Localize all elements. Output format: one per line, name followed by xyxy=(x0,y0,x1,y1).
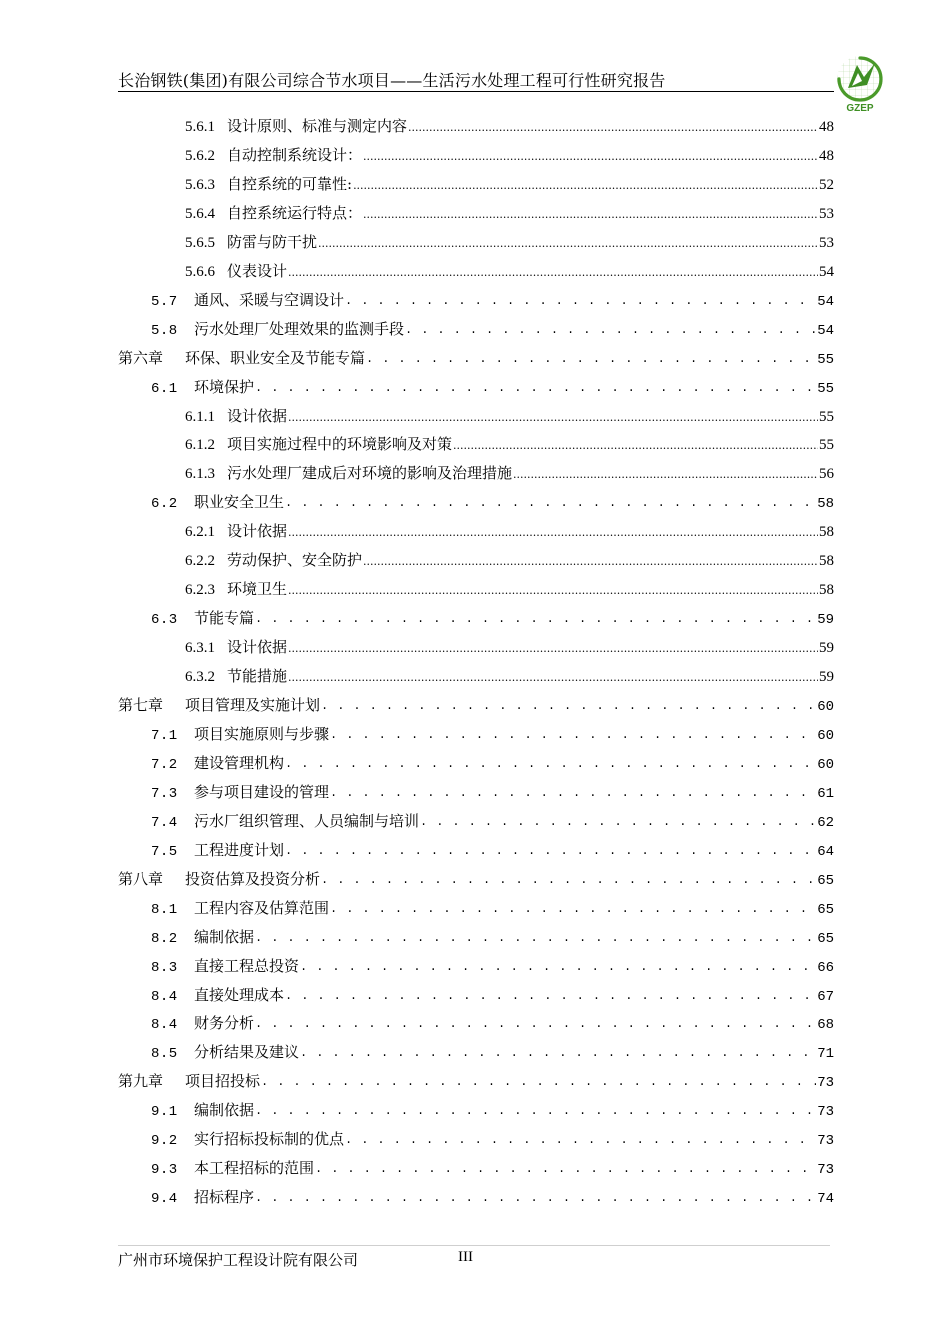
toc-dot-leader xyxy=(453,436,818,454)
toc-dot-leader xyxy=(288,581,818,599)
toc-entry[interactable] xyxy=(185,633,834,657)
toc-dot-leader xyxy=(353,176,818,194)
toc-entry-number: 5.6.4 xyxy=(185,205,215,222)
toc-entry-title: 劳动保护、安全防护 xyxy=(227,551,363,570)
toc-entry-title: 自控系统运行特点： xyxy=(227,203,363,222)
toc-entry-number: 8.3 xyxy=(151,959,178,976)
toc-entry-page: 56 xyxy=(819,466,834,483)
toc-entry[interactable] xyxy=(185,546,834,570)
toc-entry-page: 65 xyxy=(817,901,834,918)
toc-dot-leader xyxy=(363,552,818,570)
toc-entry-page: 54 xyxy=(819,263,834,280)
toc-entry[interactable] xyxy=(151,1038,834,1062)
toc-entry-number: 7.1 xyxy=(151,727,178,744)
toc-dot-leader xyxy=(321,871,816,889)
toc-entry-title: 参与项目建设的管理 xyxy=(194,782,330,801)
toc-entry-page: 48 xyxy=(819,119,834,135)
toc-entry-page: 67 xyxy=(817,988,834,1005)
toc-entry-number: 7.4 xyxy=(151,814,178,831)
toc-dot-leader xyxy=(363,147,818,165)
toc-entry-page: 58 xyxy=(817,496,834,513)
toc-entry[interactable] xyxy=(151,1183,834,1207)
toc-entry-title: 编制依据 xyxy=(194,927,255,946)
toc-dot-leader xyxy=(345,1131,816,1149)
toc-entry-page: 74 xyxy=(817,1191,834,1208)
toc-entry-title: 建设管理机构 xyxy=(194,753,285,772)
toc-entry-title: 通风、采暖与空调设计 xyxy=(194,290,345,309)
toc-entry-number: 第七章 xyxy=(118,696,164,714)
toc-entry[interactable] xyxy=(151,923,834,947)
toc-entry-page: 65 xyxy=(817,930,834,947)
toc-entry-title: 职业安全卫生 xyxy=(194,493,285,512)
toc-dot-leader xyxy=(288,668,818,686)
toc-entry-number: 8.4 xyxy=(151,1017,178,1034)
toc-dot-leader xyxy=(330,900,816,918)
toc-entry-number: 6.1.2 xyxy=(185,437,215,454)
toc-entry-page: 71 xyxy=(817,1046,834,1063)
toc-entry-title: 自控系统的可靠性: xyxy=(227,174,353,193)
gzep-logo xyxy=(831,53,889,115)
toc-entry-title: 设计依据 xyxy=(227,522,288,541)
toc-entry[interactable] xyxy=(185,459,834,483)
toc-entry-page: 61 xyxy=(817,785,834,802)
toc-entry-page: 73 xyxy=(817,1133,834,1150)
toc-entry[interactable] xyxy=(118,865,834,889)
toc-entry[interactable] xyxy=(151,894,834,918)
toc-entry-number: 6.1 xyxy=(151,380,178,397)
toc-entry-title: 设计原则、标准与测定内容 xyxy=(227,117,408,135)
document-title: 长治钢铁(集团)有限公司综合节水项目——生活污水处理工程可行性研究报告 xyxy=(118,71,666,90)
footer-divider xyxy=(118,1245,830,1246)
toc-dot-leader xyxy=(366,350,816,368)
toc-entry[interactable] xyxy=(151,807,834,831)
toc-entry-title: 项目招投标 xyxy=(185,1072,261,1091)
toc-entry-number: 6.1.3 xyxy=(185,466,215,483)
toc-entry-number: 9.2 xyxy=(151,1133,178,1150)
toc-entry-title: 防雷与防干扰 xyxy=(227,232,318,251)
toc-entry-number: 9.3 xyxy=(151,1162,178,1179)
logo-text: GZEP xyxy=(846,103,874,114)
toc-entry-title: 直接工程总投资 xyxy=(194,956,300,975)
toc-entry-number: 7.5 xyxy=(151,843,178,860)
toc-entry-page: 52 xyxy=(819,176,834,193)
toc-entry[interactable] xyxy=(151,604,834,628)
toc-entry-title: 污水处理厂建成后对环境的影响及治理措施 xyxy=(227,464,513,483)
toc-entry[interactable] xyxy=(151,315,834,339)
toc-dot-leader xyxy=(255,610,816,628)
toc-dot-leader xyxy=(255,1102,816,1120)
toc-entry-page: 73 xyxy=(817,1104,834,1121)
toc-entry-number: 6.3.1 xyxy=(185,640,215,657)
toc-entry-title: 设计依据 xyxy=(227,638,288,657)
toc-entry-title: 设计依据 xyxy=(227,406,288,425)
toc-entry-page: 73 xyxy=(817,1162,834,1179)
toc-entry-number: 7.3 xyxy=(151,785,178,802)
toc-entry-page: 66 xyxy=(817,959,834,976)
toc-dot-leader xyxy=(288,263,818,281)
toc-entry-number: 6.2.3 xyxy=(185,582,215,599)
toc-entry-title: 节能措施 xyxy=(227,667,288,686)
toc-entry[interactable] xyxy=(185,257,834,281)
toc-entry-title: 本工程招标的范围 xyxy=(194,1159,315,1178)
toc-entry-page: 48 xyxy=(819,147,834,164)
toc-entry-page: 62 xyxy=(817,814,834,831)
toc-dot-leader xyxy=(261,1073,816,1091)
toc-entry-title: 工程进度计划 xyxy=(194,840,285,859)
toc-entry[interactable] xyxy=(151,488,834,512)
toc-dot-leader xyxy=(330,784,816,802)
toc-entry[interactable] xyxy=(185,199,834,223)
toc-entry-number: 5.7 xyxy=(151,293,178,310)
toc-entry-page: 53 xyxy=(819,205,834,222)
toc-entry-number: 5.8 xyxy=(151,322,178,339)
toc-entry-page: 55 xyxy=(819,408,834,425)
toc-entry-number: 6.2.1 xyxy=(185,524,215,541)
toc-dot-leader xyxy=(300,1044,816,1062)
toc-entry[interactable] xyxy=(151,749,834,773)
toc-entry[interactable] xyxy=(151,286,834,310)
toc-entry-title: 项目管理及实施计划 xyxy=(185,696,321,714)
toc-entry-title: 招标程序 xyxy=(194,1188,255,1207)
toc-entry-number: 5.6.3 xyxy=(185,176,215,193)
toc-dot-leader xyxy=(420,813,816,831)
toc-entry-page: 59 xyxy=(819,640,834,657)
toc-dot-leader xyxy=(285,842,816,860)
toc-entry[interactable] xyxy=(151,1096,834,1120)
toc-entry[interactable] xyxy=(185,517,834,541)
toc-entry-number: 第八章 xyxy=(118,869,164,888)
toc-entry-number: 5.6.5 xyxy=(185,234,215,251)
toc-entry-number: 8.4 xyxy=(151,988,178,1005)
toc-entry-page: 58 xyxy=(819,582,834,599)
toc-entry-page: 55 xyxy=(819,437,834,454)
toc-entry[interactable] xyxy=(185,141,834,165)
toc-entry[interactable] xyxy=(151,1009,834,1033)
toc-entry-page: 68 xyxy=(817,1017,834,1034)
toc-dot-leader xyxy=(345,292,816,310)
toc-entry[interactable] xyxy=(185,228,834,252)
toc-entry-title: 直接处理成本 xyxy=(194,985,285,1004)
toc-entry-number: 6.3.2 xyxy=(185,669,215,686)
toc-entry-number: 5.6.2 xyxy=(185,147,215,164)
toc-entry[interactable] xyxy=(151,952,834,976)
toc-dot-leader xyxy=(255,929,816,947)
toc-dot-leader xyxy=(255,1189,816,1207)
footer-page-number: III xyxy=(458,1249,473,1265)
toc-dot-leader xyxy=(255,1015,816,1033)
toc-entry[interactable] xyxy=(151,373,834,397)
toc-dot-leader xyxy=(321,697,816,715)
toc-entry-page: 73 xyxy=(817,1075,834,1092)
toc-entry-title: 项目实施过程中的环境影响及对策 xyxy=(227,435,453,454)
toc-entry-page: 60 xyxy=(817,699,834,715)
toc-dot-leader xyxy=(318,234,818,252)
toc-dot-leader xyxy=(285,987,816,1005)
toc-entry-number: 5.6.6 xyxy=(185,263,215,280)
toc-dot-leader xyxy=(288,639,818,657)
toc-entry[interactable] xyxy=(151,720,834,744)
toc-dot-leader xyxy=(315,1160,816,1178)
toc-entry-title: 仪表设计 xyxy=(227,261,288,280)
toc-entry[interactable] xyxy=(185,402,834,426)
toc-dot-leader xyxy=(408,118,818,136)
toc-entry-page: 58 xyxy=(819,524,834,541)
toc-entry[interactable] xyxy=(185,662,834,686)
toc-dot-leader xyxy=(405,321,816,339)
toc-entry-number: 9.4 xyxy=(151,1191,178,1208)
toc-entry-title: 项目实施原则与步骤 xyxy=(194,724,330,743)
toc-entry-page: 60 xyxy=(817,727,834,744)
toc-entry-number: 5.6.1 xyxy=(185,119,215,135)
toc-entry-number: 7.2 xyxy=(151,756,178,773)
toc-entry[interactable] xyxy=(151,981,834,1005)
toc-entry-title: 污水处理厂处理效果的监测手段 xyxy=(194,319,405,338)
toc-entry-title: 自动控制系统设计： xyxy=(227,145,363,164)
toc-entry-number: 9.1 xyxy=(151,1104,178,1121)
toc-entry-title: 财务分析 xyxy=(194,1014,255,1033)
toc-entry-page: 58 xyxy=(819,553,834,570)
toc-entry-title: 污水厂组织管理、人员编制与培训 xyxy=(194,811,420,830)
toc-entry[interactable] xyxy=(185,112,834,136)
toc-entry-page: 59 xyxy=(817,612,834,629)
toc-entry[interactable] xyxy=(151,778,834,802)
toc-entry-number: 第六章 xyxy=(118,348,164,367)
toc-entry-title: 投资估算及投资分析 xyxy=(185,869,321,888)
toc-dot-leader xyxy=(285,755,816,773)
toc-entry[interactable] xyxy=(118,691,834,715)
toc-entry-number: 6.3 xyxy=(151,612,178,629)
toc-entry-page: 65 xyxy=(817,872,834,889)
toc-entry-page: 53 xyxy=(819,234,834,251)
toc-entry-title: 编制依据 xyxy=(194,1101,255,1120)
toc-entry-page: 55 xyxy=(817,380,834,397)
toc-dot-leader xyxy=(288,523,818,541)
toc-entry-page: 59 xyxy=(819,669,834,686)
header-divider xyxy=(118,91,834,92)
toc-entry-page: 64 xyxy=(817,843,834,860)
toc-dot-leader xyxy=(330,726,816,744)
toc-entry[interactable] xyxy=(185,575,834,599)
toc-entry-number: 6.2.2 xyxy=(185,553,215,570)
toc-entry-title: 环境保护 xyxy=(194,377,255,396)
toc-entry[interactable] xyxy=(185,170,834,194)
toc-entry[interactable] xyxy=(185,430,834,454)
toc-entry-title: 实行招标投标制的优点 xyxy=(194,1130,345,1149)
toc-entry[interactable] xyxy=(118,1067,834,1091)
toc-entry-title: 工程内容及估算范围 xyxy=(194,898,330,917)
toc-entry-title: 节能专篇 xyxy=(194,609,255,628)
toc-entry-title: 环境卫生 xyxy=(227,580,288,599)
toc-dot-leader xyxy=(300,958,816,976)
toc-entry-page: 60 xyxy=(817,756,834,773)
footer-company: 广州市环境保护工程设计院有限公司 xyxy=(118,1251,359,1269)
toc-entry-number: 6.2 xyxy=(151,496,178,513)
toc-entry-number: 6.1.1 xyxy=(185,408,215,425)
toc-entry-page: 55 xyxy=(817,351,834,368)
toc-dot-leader xyxy=(288,408,818,426)
toc-entry-number: 8.1 xyxy=(151,901,178,918)
toc-entry-number: 8.5 xyxy=(151,1046,178,1063)
toc-dot-leader xyxy=(363,205,818,223)
toc-entry-number: 8.2 xyxy=(151,930,178,947)
toc-entry-page: 54 xyxy=(817,293,834,310)
toc-dot-leader xyxy=(513,465,818,483)
toc-dot-leader xyxy=(255,379,816,397)
toc-entry[interactable] xyxy=(151,836,834,860)
toc-dot-leader xyxy=(285,494,816,512)
toc-entry[interactable] xyxy=(151,1154,834,1178)
toc-entry-page: 54 xyxy=(817,322,834,339)
toc-entry-number: 第九章 xyxy=(118,1072,164,1091)
toc-entry-title: 分析结果及建议 xyxy=(194,1043,300,1062)
toc-entry[interactable] xyxy=(118,344,834,368)
toc-entry-title: 环保、职业安全及节能专篇 xyxy=(185,348,366,367)
toc-entry[interactable] xyxy=(151,1125,834,1149)
